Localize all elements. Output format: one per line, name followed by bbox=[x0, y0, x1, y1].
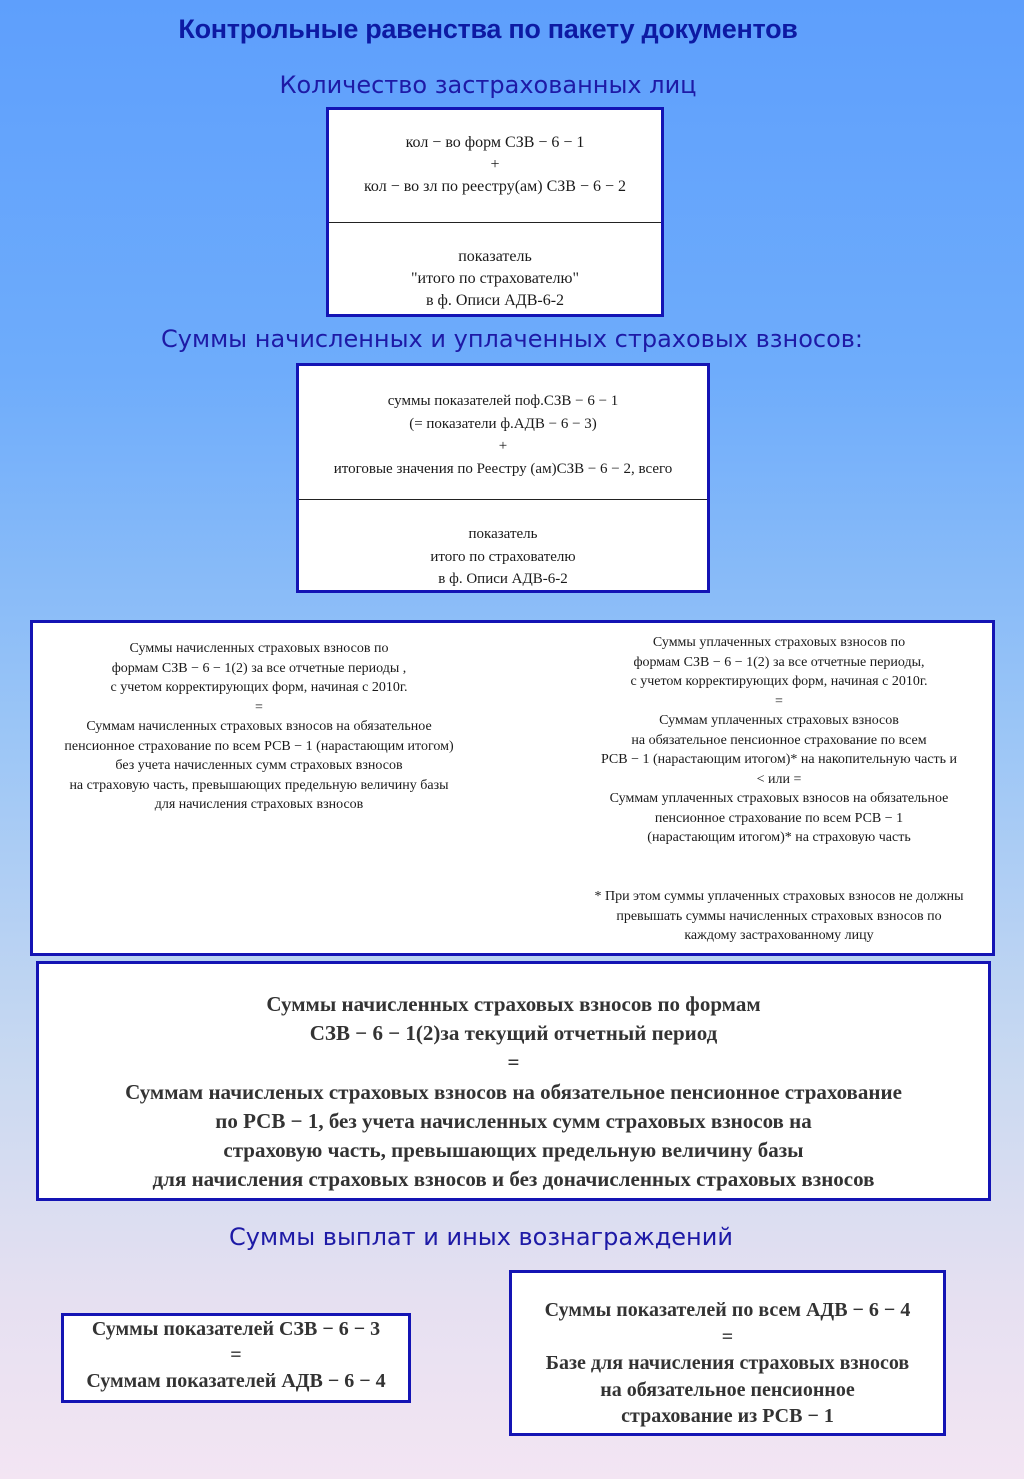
heading-insured-count: Количество застрахованных лиц bbox=[279, 71, 697, 99]
formula-line: кол − во форм СЗВ − 6 − 1 bbox=[405, 134, 585, 151]
equality-line: на страховую часть, превышающих предельную величину базы bbox=[69, 777, 449, 793]
equality-line: на обязательное пенсионное страхование по всем bbox=[631, 732, 927, 748]
accrued-paid-equalities-box bbox=[30, 620, 995, 956]
payments-equality-left bbox=[64, 1316, 408, 1394]
equality-line: по РСВ − 1, без учета начисленных сумм страховых взносов на bbox=[215, 1108, 812, 1133]
plus-sign: + bbox=[498, 438, 508, 454]
footnote-line: превышать суммы начисленных страховых взносов по bbox=[616, 908, 942, 924]
equality-line: Суммам показателей АДВ − 6 − 4 bbox=[86, 1370, 386, 1392]
footnote-line: каждому застрахованному лицу bbox=[684, 928, 874, 943]
equality-line: с учетом корректирующих форм, начиная с 2010г. bbox=[630, 674, 928, 689]
equality-line: Суммам уплаченных страховых взносов на обязательное bbox=[609, 791, 949, 806]
equals-sign: = bbox=[775, 693, 783, 709]
heading-payments: Суммы выплат и иных вознаграждений bbox=[229, 1223, 733, 1251]
equality-line: Суммы начисленных страховых взносов по формам bbox=[266, 992, 761, 1016]
equality-line: на обязательное пенсионное bbox=[600, 1378, 855, 1401]
equals-sign: = bbox=[507, 1050, 520, 1075]
equals-sign: = bbox=[255, 699, 263, 715]
equality-line: Суммам начисленых страховых взносов на обязательное пенсионное страхование bbox=[125, 1079, 902, 1104]
formula-line: итого по страхователю bbox=[430, 548, 576, 565]
equals-sign: = bbox=[721, 1325, 734, 1348]
accrued-equality bbox=[33, 639, 485, 815]
equality-line: РСВ − 1 (нарастающим итогом)* на накопительную часть и bbox=[600, 752, 958, 767]
equality-line: для начисления страховых взносов и без доначисленных страховых взносов bbox=[152, 1167, 875, 1192]
formula-line: (= показатели ф.АДВ − 6 − 3) bbox=[409, 415, 597, 432]
equals-sign: = bbox=[230, 1344, 242, 1366]
fraction-divider bbox=[299, 499, 707, 500]
formula-denominator bbox=[329, 246, 661, 312]
equality-line: страховую часть, превышающих предельную величину базы bbox=[223, 1138, 804, 1163]
payments-equality-box-left bbox=[61, 1313, 411, 1403]
equality-line: формам СЗВ − 6 − 1(2) за все отчетные периоды , bbox=[111, 660, 407, 676]
equality-line: пенсионное страхование по всем РСВ − 1 bbox=[654, 810, 904, 826]
equality-line: Базе для начисления страховых взносов bbox=[545, 1352, 910, 1374]
formula-numerator bbox=[329, 132, 661, 198]
comparison-sign: < или = bbox=[756, 771, 802, 787]
equality-line: Суммы показателей по всем АДВ − 6 − 4 bbox=[544, 1299, 911, 1321]
formula-box-insured-count bbox=[326, 107, 664, 317]
page-title: Контрольные равенства по пакету документов bbox=[178, 14, 798, 44]
formula-line: в ф. Описи АДВ-6-2 bbox=[438, 571, 568, 587]
formula-line: показатель bbox=[468, 526, 538, 542]
payments-equality-box-right bbox=[509, 1270, 946, 1436]
formula-line: в ф. Описи АДВ-6-2 bbox=[425, 292, 565, 309]
formula-box-contributions bbox=[296, 363, 710, 593]
equality-line: Суммам уплаченных страховых взносов bbox=[659, 713, 899, 728]
paid-equality bbox=[563, 633, 995, 848]
equality-line: с учетом корректирующих форм, начиная с 2010г. bbox=[110, 680, 408, 695]
formula-line: показатель bbox=[458, 248, 532, 265]
equality-line: Суммы уплаченных страховых взносов по bbox=[652, 635, 906, 650]
current-period-equality bbox=[39, 990, 988, 1194]
equality-line: пенсионное страхование по всем РСВ − 1 (нарастающим итогом) bbox=[64, 738, 454, 754]
formula-line: "итого по страхователю" bbox=[411, 270, 579, 287]
equality-line: для начисления страховых взносов bbox=[154, 797, 364, 812]
footnote-line: * При этом суммы уплаченных страховых взносов не должны bbox=[594, 889, 964, 904]
equality-line: Суммам начисленных страховых взносов на обязательное bbox=[86, 719, 432, 734]
footnote bbox=[563, 887, 995, 946]
equality-line: (нарастающим итогом)* на страховую часть bbox=[647, 830, 911, 845]
payments-equality-right bbox=[512, 1297, 943, 1430]
formula-line: итоговые значения по Реестру (ам)СЗВ − 6 − 2, всего bbox=[333, 460, 673, 477]
fraction-divider bbox=[329, 222, 661, 223]
equality-line: Суммы показателей СЗВ − 6 − 3 bbox=[91, 1318, 381, 1340]
current-period-equality-box bbox=[36, 961, 991, 1201]
formula-numerator bbox=[299, 390, 707, 480]
plus-sign: + bbox=[490, 156, 500, 173]
equality-line: формам СЗВ − 6 − 1(2) за все отчетные периоды, bbox=[633, 654, 925, 670]
equality-line: Суммы начисленных страховых взносов по bbox=[129, 641, 389, 656]
formula-line: суммы показателей поф.СЗВ − 6 − 1 bbox=[387, 393, 619, 409]
equality-line: СЗВ − 6 − 1(2)за текущий отчетный период bbox=[309, 1021, 718, 1046]
equality-line: без учета начисленных сумм страховых взносов bbox=[115, 758, 403, 773]
formula-denominator bbox=[299, 523, 707, 591]
heading-contributions: Суммы начисленных и уплаченных страховых взносов: bbox=[161, 325, 863, 353]
equality-line: страхование из РСВ − 1 bbox=[621, 1405, 834, 1427]
formula-line: кол − во зл по реестру(ам) СЗВ − 6 − 2 bbox=[363, 178, 627, 195]
